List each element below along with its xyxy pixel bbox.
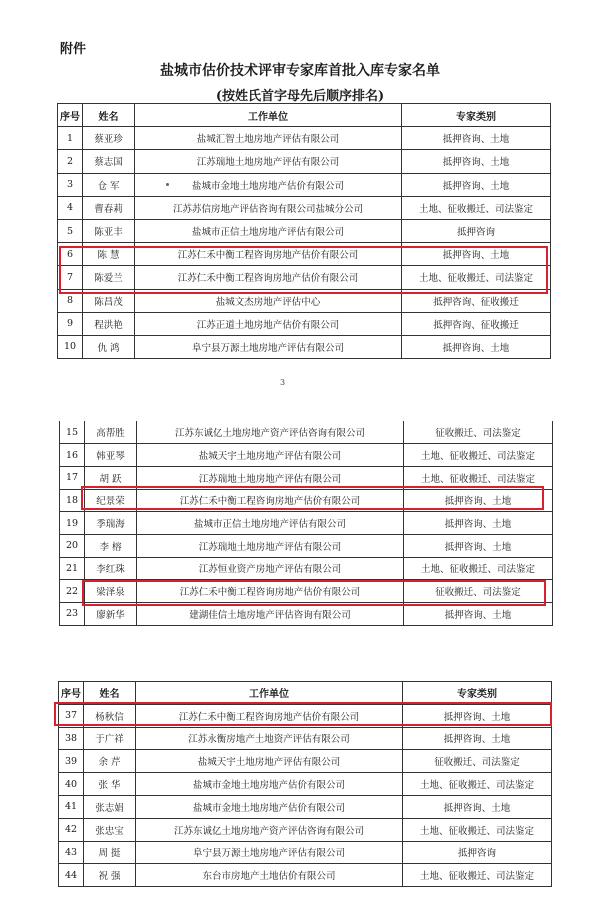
work-unit: 江苏瑞地土地房地产评估有限公司 [135, 150, 402, 173]
work-unit: 江苏瑞地土地房地产评估有限公司 [137, 534, 404, 557]
row-number: 39 [59, 750, 84, 773]
work-unit: 盐城市金地土地房地产估价有限公司 [136, 773, 403, 796]
row-number: 17 [60, 466, 85, 489]
expert-name: 李红珠 [85, 557, 137, 580]
row-number: 10 [58, 335, 83, 358]
expert-category: 征收搬迁、司法鉴定 [404, 421, 553, 444]
row-number: 22 [60, 580, 85, 603]
work-unit: 江苏苏信房地产评估咨询有限公司盐城分公司 [135, 196, 402, 219]
expert-name: 李 榕 [85, 534, 137, 557]
annex-label: 附件 [60, 42, 87, 57]
work-unit: 阜宁县万源土地房地产评估有限公司 [135, 335, 402, 358]
table-header-row [58, 104, 551, 127]
row-number: 5 [58, 219, 83, 242]
expert-name: 陈亚丰 [83, 219, 135, 242]
row-number: 3 [58, 173, 83, 196]
page-number: 3 [280, 378, 286, 387]
expert-category: 征收搬迁、司法鉴定 [404, 580, 553, 603]
expert-name: 曹春莉 [83, 196, 135, 219]
row-number: 4 [58, 196, 83, 219]
expert-name: 祝 强 [84, 864, 136, 887]
table-row [58, 173, 551, 196]
document-title: 盐城市估价技术评审专家库首批入库专家名单 [160, 63, 440, 79]
expert-category: 土地、征收搬迁、司法鉴定 [403, 864, 552, 887]
expert-category: 土地、征收搬迁、司法鉴定 [403, 818, 552, 841]
expert-name: 蔡亚珍 [83, 127, 135, 150]
row-number: 42 [59, 818, 84, 841]
work-unit: 江苏永衡房地产土地资产评估有限公司 [136, 727, 403, 750]
work-unit: 盐城天宇土地房地产评估有限公司 [136, 750, 403, 773]
expert-category: 抵押咨询、土地 [403, 795, 552, 818]
table-row [60, 421, 553, 444]
work-unit: 盐城市正信土地房地产评估有限公司 [135, 219, 402, 242]
expert-name: 韩亚琴 [85, 444, 137, 467]
expert-category: 土地、征收搬迁、司法鉴定 [404, 444, 553, 467]
row-number: 19 [60, 512, 85, 535]
expert-category: 土地、征收搬迁、司法鉴定 [402, 196, 551, 219]
header-no: 序号 [59, 682, 84, 705]
header-category: 专家类别 [403, 682, 552, 705]
table-row [58, 150, 551, 173]
expert-category: 抵押咨询、土地 [402, 173, 551, 196]
row-number: 40 [59, 773, 84, 796]
work-unit: 江苏仁禾中衡工程咨询房地产估价有限公司 [137, 580, 404, 603]
work-unit: 盐城市金地土地房地产估价有限公司 [135, 173, 402, 196]
work-unit: 盐城市正信土地房地产评估有限公司 [137, 512, 404, 535]
work-unit: 盐城市金地土地房地产估价有限公司 [136, 795, 403, 818]
expert-name: 胡 跃 [85, 466, 137, 489]
table-row [60, 512, 553, 535]
expert-name: 余 芹 [84, 750, 136, 773]
expert-name: 高帮胜 [85, 421, 137, 444]
expert-category: 抵押咨询、土地 [404, 603, 553, 626]
work-unit: 江苏仁禾中衡工程咨询房地产估价有限公司 [136, 704, 403, 727]
work-unit: 盐城天宇土地房地产评估有限公司 [137, 444, 404, 467]
table-row [59, 818, 552, 841]
work-unit: 江苏东诚亿土地房地产资产评估咨询有限公司 [136, 818, 403, 841]
row-number: 1 [58, 127, 83, 150]
document-subtitle: (按姓氏首字母先后顺序排名) [215, 89, 385, 104]
work-unit: 盐城文杰房地产评估中心 [135, 289, 402, 312]
row-number: 37 [59, 704, 84, 727]
expert-name: 廖新华 [85, 603, 137, 626]
table-row [60, 557, 553, 580]
row-number: 6 [58, 243, 83, 266]
table-row [58, 335, 551, 358]
row-number: 9 [58, 312, 83, 335]
table-row [58, 127, 551, 150]
row-number: 18 [60, 489, 85, 512]
table-header-row [59, 682, 552, 705]
expert-category: 抵押咨询、土地 [402, 335, 551, 358]
table-row [59, 773, 552, 796]
header-name: 姓名 [83, 104, 135, 127]
expert-category: 抵押咨询、土地 [404, 534, 553, 557]
row-number: 41 [59, 795, 84, 818]
header-no: 序号 [58, 104, 83, 127]
expert-category: 抵押咨询、土地 [404, 512, 553, 535]
expert-category: 抵押咨询 [402, 219, 551, 242]
expert-name: 梁泽泉 [85, 580, 137, 603]
header-unit: 工作单位 [135, 104, 402, 127]
expert-category: 抵押咨询、征收搬迁 [402, 312, 551, 335]
row-number: 23 [60, 603, 85, 626]
row-number: 38 [59, 727, 84, 750]
work-unit: 盐城汇智土地房地产评估有限公司 [135, 127, 402, 150]
expert-name: 周 挺 [84, 841, 136, 864]
table-row [59, 795, 552, 818]
work-unit: 江苏瑞地土地房地产评估有限公司 [137, 466, 404, 489]
expert-category: 抵押咨询、土地 [404, 489, 553, 512]
expert-category: 抵押咨询、土地 [402, 150, 551, 173]
expert-category: 土地、征收搬迁、司法鉴定 [404, 466, 553, 489]
work-unit: 建湖佳信土地房地产评估咨询有限公司 [137, 603, 404, 626]
row-number: 7 [58, 266, 83, 289]
expert-name: 张 华 [84, 773, 136, 796]
row-number: 20 [60, 534, 85, 557]
table-row [59, 841, 552, 864]
row-number: 2 [58, 150, 83, 173]
highlight-box-row-18 [81, 486, 544, 510]
table-row [59, 864, 552, 887]
row-number: 8 [58, 289, 83, 312]
expert-category: 抵押咨询、征收搬迁 [402, 289, 551, 312]
table-row [59, 750, 552, 773]
expert-name: 季瑞海 [85, 512, 137, 535]
expert-category: 土地、征收搬迁、司法鉴定 [402, 266, 551, 289]
expert-name: 张志娟 [84, 795, 136, 818]
row-number: 15 [60, 421, 85, 444]
expert-name: 仓 军 [83, 173, 135, 196]
table-row [60, 534, 553, 557]
expert-name: 陈爱兰 [83, 266, 135, 289]
highlight-box-row-37 [54, 702, 552, 726]
expert-category: 抵押咨询、土地 [403, 727, 552, 750]
expert-table-1 [57, 103, 551, 359]
expert-category: 抵押咨询 [403, 841, 552, 864]
expert-name: 杨秋信 [84, 704, 136, 727]
highlight-box-rows-6-7 [59, 246, 548, 294]
expert-category: 抵押咨询、土地 [402, 243, 551, 266]
expert-category: 土地、征收搬迁、司法鉴定 [404, 557, 553, 580]
header-name: 姓名 [84, 682, 136, 705]
row-number: 21 [60, 557, 85, 580]
expert-category: 抵押咨询、土地 [402, 127, 551, 150]
table-row [58, 219, 551, 242]
work-unit: 阜宁县万源土地房地产评估有限公司 [136, 841, 403, 864]
work-unit: 江苏正道土地房地产估价有限公司 [135, 312, 402, 335]
table-row [59, 727, 552, 750]
work-unit: 江苏东诚亿土地房地产资产评估咨询有限公司 [137, 421, 404, 444]
table-row [58, 312, 551, 335]
work-unit: 江苏恒业资产房地产评估有限公司 [137, 557, 404, 580]
expert-category: 征收搬迁、司法鉴定 [403, 750, 552, 773]
expert-name: 蔡志国 [83, 150, 135, 173]
expert-name: 陈 慧 [83, 243, 135, 266]
expert-name: 纪景荣 [85, 489, 137, 512]
row-number: 43 [59, 841, 84, 864]
highlight-box-row-22 [82, 580, 546, 606]
expert-category: 土地、征收搬迁、司法鉴定 [403, 773, 552, 796]
expert-name: 程洪艳 [83, 312, 135, 335]
header-category: 专家类别 [402, 104, 551, 127]
table-row [58, 196, 551, 219]
expert-name: 张忠宝 [84, 818, 136, 841]
expert-name: 陈昌茂 [83, 289, 135, 312]
header-unit: 工作单位 [136, 682, 403, 705]
work-unit: 江苏仁禾中衡工程咨询房地产估价有限公司 [137, 489, 404, 512]
expert-category: 抵押咨询、土地 [403, 704, 552, 727]
expert-name: 仇 鸿 [83, 335, 135, 358]
work-unit: 江苏仁禾中衡工程咨询房地产估价有限公司 [135, 266, 402, 289]
work-unit: 江苏仁禾中衡工程咨询房地产估价有限公司 [135, 243, 402, 266]
expert-name: 于广祥 [84, 727, 136, 750]
table-row [60, 444, 553, 467]
row-number: 16 [60, 444, 85, 467]
row-number: 44 [59, 864, 84, 887]
work-unit: 东台市房地产土地估价有限公司 [136, 864, 403, 887]
